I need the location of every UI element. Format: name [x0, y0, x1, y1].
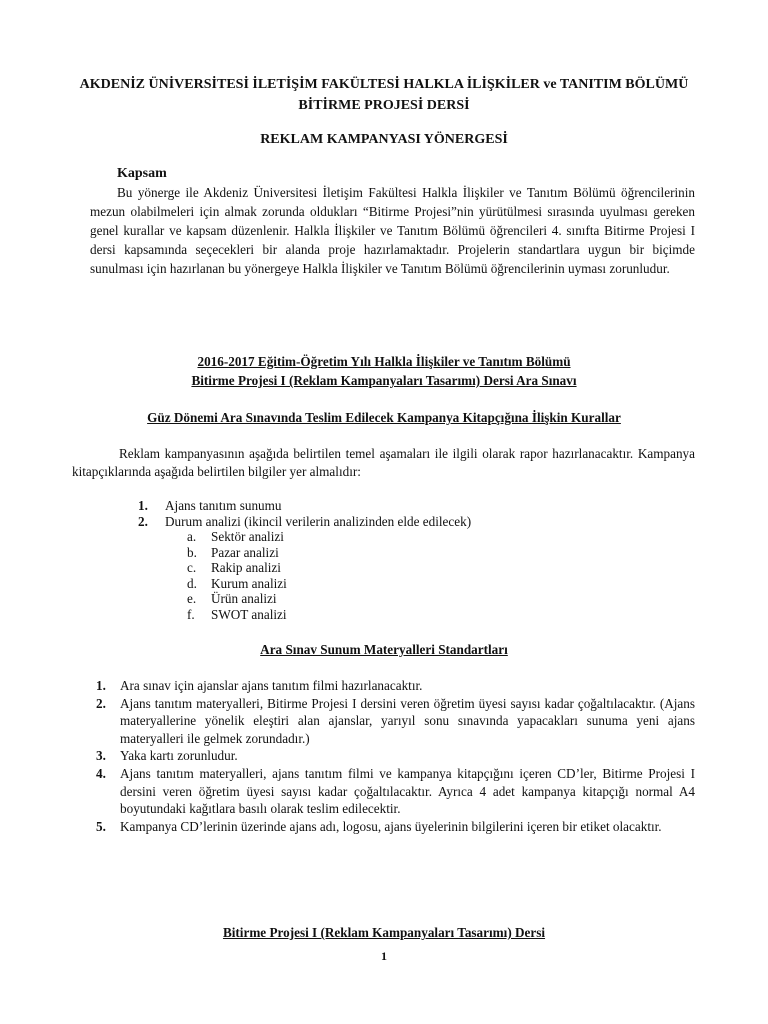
list-item-text: Ajans tanıtım materyalleri, Bitirme Projesi I dersini veren öğretim üyesi sayısı kadar çoğaltılacaktır. (Ajans materyallerine yönelik eleştiri alan ajanslar, yarıyıl sonu sınavında yapacakları sunuma yeni ajans materyalleri ile gelmek zorundadır.) [120, 695, 695, 746]
footer-course-title: Bitirme Projesi I (Reklam Kampanyaları Tasarımı) Dersi [222, 925, 546, 940]
list-item-number: 2. [96, 695, 106, 711]
section1-list [138, 498, 471, 622]
list-item-text: Ajans tanıtım materyalleri, ajans tanıtım filmi ve kampanya kitapçığını içeren CD’ler, Bitirme Projesi I dersini veren öğretim üyesi sayısı kadar çoğaltılacaktır. Ayrıca 4 adet kampanya kitapçığı normal A4 boyutundaki kağıtlara basılı olarak teslim edilecektir. [120, 765, 695, 817]
sublist-item-letter: f. [187, 606, 195, 622]
analysis-sublist [165, 529, 471, 622]
section1-heading-line-2: Bitirme Projesi I (Reklam Kampanyaları Tasarımı) Dersi Ara Sınavı [191, 373, 577, 388]
scope-heading: Kapsam [117, 166, 167, 181]
sublist-item [187, 607, 471, 623]
section2-heading: Ara Sınav Sunum Materyalleri Standartları [260, 642, 508, 657]
list-item [138, 514, 471, 623]
list-item-text: Yaka kartı zorunludur. [120, 748, 238, 764]
list-item-number: 1. [96, 678, 106, 693]
list-item-number: 4. [96, 765, 106, 781]
list-item-number: 5. [96, 818, 106, 834]
sublist-item-letter: c. [187, 560, 197, 575]
sublist-item-text: Rakip analizi [211, 560, 281, 575]
sublist-item [187, 576, 471, 592]
sublist-item-text: Ürün analizi [211, 591, 277, 606]
list-item [138, 498, 471, 514]
sublist-item-letter: a. [187, 529, 197, 544]
list-item-text: Ajans tanıtım sunumu [165, 498, 282, 513]
sublist-item [187, 529, 471, 545]
title-line-1: AKDENİZ ÜNİVERSİTESİ İLETİŞİM FAKÜLTESİ HALKLA İLİŞKİLER ve TANITIM BÖLÜMÜ [79, 77, 689, 92]
sublist-item [187, 591, 471, 607]
list-item [96, 695, 695, 748]
list-item-text: Ara sınav için ajanslar ajans tanıtım filmi hazırlanacaktır. [120, 678, 423, 693]
sublist-item-text: Pazar analizi [211, 544, 279, 560]
section1-heading-line-1: 2016-2017 Eğitim-Öğretim Yılı Halkla İlişkiler ve Tanıtım Bölümü [197, 354, 571, 369]
section1-intro: Reklam kampanyasının aşağıda belirtilen temel aşamaları ile ilgili olarak rapor hazırlanacaktır. Kampanya kitapçıklarında aşağıda belirtilen bilgiler yer almalıdır: [72, 446, 695, 479]
section1-subheading: Güz Dönemi Ara Sınavında Teslim Edilecek Kampanya Kitapçığına İlişkin Kurallar [147, 410, 621, 425]
list-item [96, 677, 695, 695]
sublist-item [187, 545, 471, 561]
page-number: 1 [381, 949, 387, 963]
document-title [60, 74, 708, 116]
document-subtitle: REKLAM KAMPANYASI YÖNERGESİ [260, 132, 508, 147]
list-item [96, 747, 695, 765]
list-item-text: Kampanya CD’lerinin üzerinde ajans adı, logosu, ajans üyelerinin bilgilerini içeren bir etiket olacaktır. [120, 818, 662, 834]
list-item-text: Durum analizi (ikincil verilerin analizinden elde edilecek) [165, 513, 472, 529]
sublist-item-letter: d. [187, 575, 197, 591]
list-item-number: 3. [96, 748, 106, 764]
list-item [96, 765, 695, 818]
section1-heading [60, 352, 708, 390]
section2-list [96, 677, 695, 835]
sublist-item-text: Kurum analizi [211, 575, 287, 591]
sublist-item [187, 560, 471, 576]
title-line-2: BİTİRME PROJESİ DERSİ [298, 98, 470, 113]
list-item [96, 818, 695, 836]
list-item-number: 2. [138, 513, 148, 529]
sublist-item-text: SWOT analizi [211, 606, 287, 622]
sublist-item-text: Sektör analizi [211, 529, 284, 544]
sublist-item-letter: b. [187, 544, 197, 560]
list-item-number: 1. [138, 498, 148, 513]
sublist-item-letter: e. [187, 591, 197, 606]
scope-paragraph: Bu yönerge ile Akdeniz Üniversitesi İletişim Fakültesi Halkla İlişkiler ve Tanıtım Bölümü öğrencilerinin mezun olabilmeleri için almak zorunda oldukları “Bitirme Projesi”nin yürütülmesi sırasında uyulması gereken genel kurallar ve kapsam düzenlenir. Halkla İlişkiler ve Tanıtım Bölümü öğrencileri 4. sınıfta Bitirme Projesi I dersi kapsamında seçecekleri bir alanda proje hazırlamaktadır. Projelerin standartlara uygun bir biçimde sunulması için hazırlanan bu yönergeye Halkla İlişkiler ve Tanıtım Bölümü öğrencilerinin uyması zorunludur. [90, 185, 695, 276]
